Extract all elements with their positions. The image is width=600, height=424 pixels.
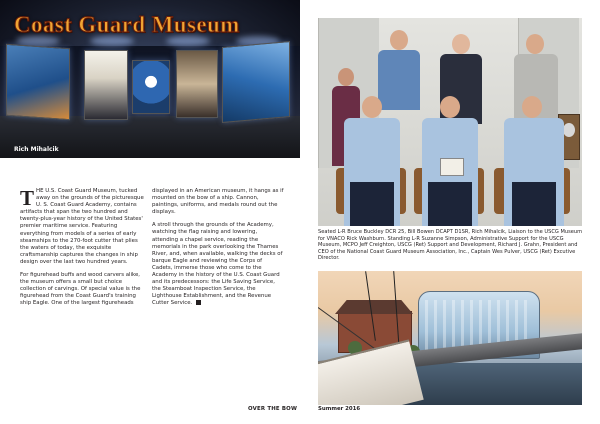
ship-hull [318, 339, 424, 405]
certificate [440, 158, 464, 176]
exhibit-panel-seal [132, 60, 170, 114]
exhibit-panel-uniforms [84, 50, 128, 120]
article-column-1 [20, 188, 146, 314]
publication-name-footer: OVER THE BOW [248, 406, 298, 412]
exhibit-panel-ship-painting [6, 44, 70, 120]
end-of-article-mark [196, 300, 201, 305]
photo-caption: Seated L-R Bruce Buckley DCR 25, Bill Bowen DCAPT D1SR, Rich Mihalcik, Liaison to the USCG Museum for VNACO Rick Washburn. Standing L-R Suzanne Simpson, Administrative Support for the USCG Museum, MCPO Jeff Creighton, USCG (Ret) Support and Development, Richard J. Grahn, President and CEO of the National Coast Guard Museum Association, Inc., Captain Wes Pulver, USCG (Ret) Excutive Director. [318, 229, 583, 262]
group-photo [318, 18, 582, 226]
article-paragraph: displayed in an American museum, it hangs as if mounted on the bow of a ship. Cannon, paintings, uniforms, and medals round out the displays. [152, 188, 284, 216]
museum-interior-photo [0, 0, 300, 158]
exhibit-panel-historic-photo [176, 50, 218, 118]
article-text: HE U.S. Coast Guard Museum, tucked away on the grounds of the picturesque U. S. Coast Guard Academy, contains artifacts that span the two hundred and twenty-plus-year history of the United States' premier maritime service. Featuring everything from models of a series of early steamships to the 270-foot cutter that plies the waters of today, the exquisite craftsmanship captures the changes in ship design over the last two hundred years. [20, 188, 144, 265]
article-paragraph: For figurehead buffs and wood carvers alike, the museum offers a small but choice collection of carvings. Of special value is the figurehead from the Coast Guard's training ship Eagle. One of the largest figureheads [20, 272, 141, 307]
exhibit-panel-cutter-painting [222, 41, 290, 123]
article-text: A stroll through the grounds of the Academy, watching the flag raising and lowering, attending a chapel service, reading the memorials in the park overlooking the Thames River, and, when available, walking the decks of barque Eagle and reviewing the Corps of Cadets, immerse those who come to the Academy in the history of the U.S. Coast Guard and its predecessors: the Life Saving Service, the Steamboat Inspection Service, the Lighthouse Establishment, and the Revenue Cutter Service. [152, 222, 283, 307]
article-paragraph [152, 222, 284, 307]
drop-cap: T [20, 186, 35, 210]
article-column-2 [152, 188, 284, 314]
article-paragraph [20, 188, 146, 266]
museum-rendering-photo [318, 271, 582, 405]
photo-credit: Rich Mihalcik [14, 146, 59, 153]
page-title: Coast Guard Museum [14, 12, 240, 37]
issue-date-footer: Summer 2016 [318, 406, 361, 412]
